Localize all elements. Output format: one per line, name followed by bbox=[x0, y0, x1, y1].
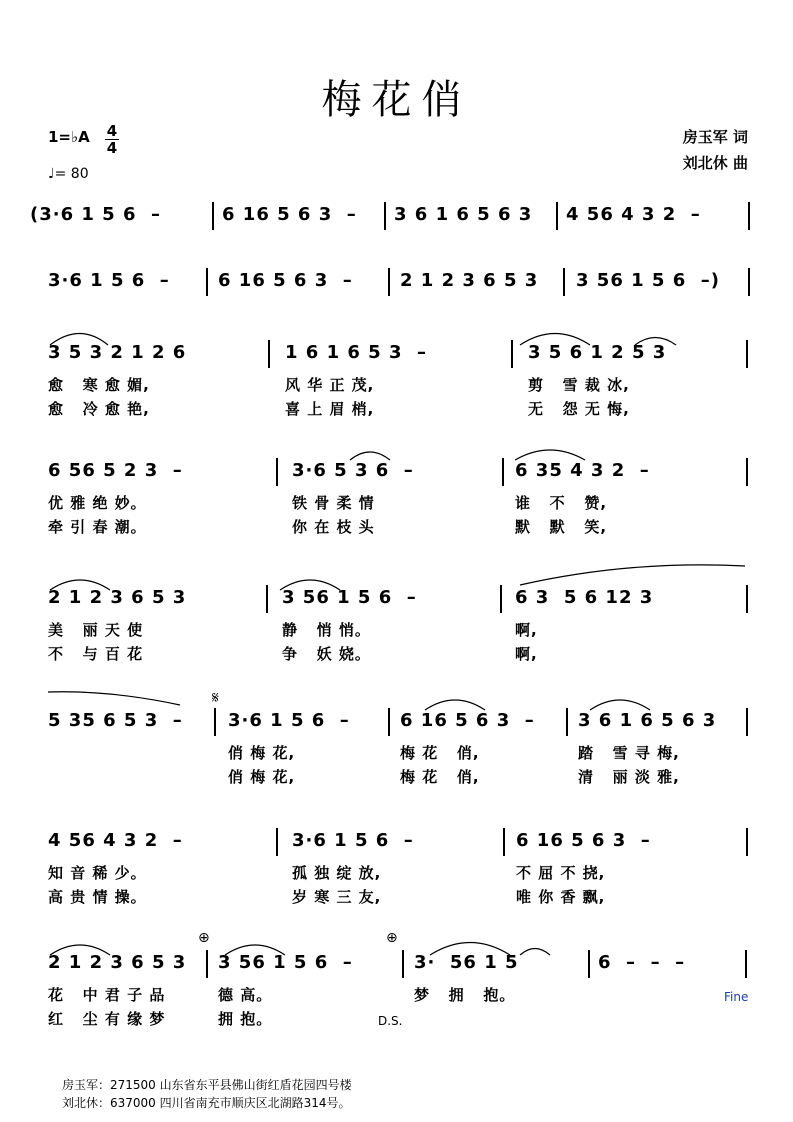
barline bbox=[214, 708, 216, 736]
measure-notes: 3·6 1 5 6 – bbox=[48, 270, 170, 291]
measure-notes: 4 56 4 3 2 – bbox=[566, 204, 701, 225]
barline bbox=[276, 828, 278, 856]
measure-notes: 3 56 1 5 6 – bbox=[282, 587, 417, 608]
barline bbox=[388, 268, 390, 296]
measure-notes: 6 16 5 6 3 – bbox=[516, 830, 651, 851]
barline bbox=[588, 950, 590, 978]
footer-address-lyricist: 房玉军：271500 山东省东平县佛山街红盾花园四号楼 bbox=[62, 1078, 352, 1092]
lyric-verse-2: 岁 寒 三 友, bbox=[292, 888, 382, 906]
time-signature bbox=[104, 124, 120, 155]
score-row bbox=[0, 340, 793, 418]
measure-notes: (3·6 1 5 6 – bbox=[30, 204, 162, 225]
barline bbox=[268, 340, 270, 368]
score-row bbox=[0, 585, 793, 663]
measure-notes: 3·6 1 5 6 – bbox=[228, 710, 350, 731]
lyric-verse-2: 红 尘 有 缘 梦 bbox=[48, 1010, 166, 1028]
measure-notes: 6 3 5 6 12 3 bbox=[515, 587, 654, 608]
barline bbox=[500, 585, 502, 613]
lyric-verse-2: 俏 梅 花, bbox=[228, 768, 296, 786]
lyric-verse-1: 优 雅 绝 妙。 bbox=[48, 494, 147, 512]
slur bbox=[520, 565, 745, 585]
barline bbox=[746, 585, 748, 613]
measure-notes: 3 6 1 6 5 6 3 bbox=[394, 204, 533, 225]
lyric-verse-1: 铁 骨 柔 情 bbox=[292, 494, 375, 512]
lyric-verse-1: 谁 不 赞, bbox=[515, 494, 608, 512]
measure-notes: 3 56 1 5 6 –) bbox=[576, 270, 720, 291]
lyric-verse-1: 愈 寒 愈 媚, bbox=[48, 376, 150, 394]
lyric-verse-1: 剪 雪 裁 冰, bbox=[528, 376, 630, 394]
lyric-verse-2: 你 在 枝 头 bbox=[292, 518, 375, 536]
score-row bbox=[0, 458, 793, 536]
key-signature: 1=♭A bbox=[48, 128, 90, 146]
lyric-verse-2: 啊, bbox=[515, 645, 538, 663]
tempo-marking: ♩= 80 bbox=[48, 166, 89, 182]
ds-mark: D.S. bbox=[378, 1014, 403, 1028]
lyric-verse-1: 梅 花 俏, bbox=[400, 744, 480, 762]
measure-notes: 6 56 5 2 3 – bbox=[48, 460, 183, 481]
lyric-verse-2: 牵 引 春 潮。 bbox=[48, 518, 147, 536]
lyric-verse-1: 啊, bbox=[515, 621, 538, 639]
lyric-verse-1: 德 高。 bbox=[218, 986, 273, 1004]
measure-notes: 6 16 5 6 3 – bbox=[222, 204, 357, 225]
lyric-verse-1: 美 丽 天 使 bbox=[48, 621, 144, 639]
lyric-verse-2: 梅 花 俏, bbox=[400, 768, 480, 786]
barline bbox=[266, 585, 268, 613]
lyric-verse-1: 梦 拥 抱。 bbox=[414, 986, 516, 1004]
composer-credit: 刘北休 曲 bbox=[682, 154, 748, 172]
lyric-verse-2: 高 贵 情 操。 bbox=[48, 888, 147, 906]
lyric-verse-1: 静 悄 悄。 bbox=[282, 621, 371, 639]
time-signature-bottom: 4 bbox=[106, 139, 118, 157]
lyric-verse-1: 花 中 君 子 品 bbox=[48, 986, 166, 1004]
barline bbox=[745, 950, 747, 978]
barline bbox=[502, 458, 504, 486]
lyric-verse-1: 知 音 稀 少。 bbox=[48, 864, 147, 882]
measure-notes: 3·6 5 3 6 – bbox=[292, 460, 414, 481]
barline bbox=[566, 708, 568, 736]
measure-notes: 4 56 4 3 2 – bbox=[48, 830, 183, 851]
measure-notes: 3· 56 1 5 bbox=[414, 952, 519, 973]
song-title: 梅花俏 bbox=[321, 77, 472, 123]
lyric-verse-2: 无 怨 无 悔, bbox=[528, 400, 630, 418]
barline bbox=[503, 828, 505, 856]
barline bbox=[511, 340, 513, 368]
lyric-verse-2: 争 妖 娆。 bbox=[282, 645, 371, 663]
measure-notes: 3 5 6 1 2 5 3 bbox=[528, 342, 667, 363]
lyric-verse-1: 俏 梅 花, bbox=[228, 744, 296, 762]
lyric-verse-1: 孤 独 绽 放, bbox=[292, 864, 382, 882]
lyric-verse-2: 唯 你 香 飘, bbox=[516, 888, 606, 906]
barline bbox=[276, 458, 278, 486]
measure-notes: 6 16 5 6 3 – bbox=[218, 270, 353, 291]
measure-notes: 3·6 1 5 6 – bbox=[292, 830, 414, 851]
segno-mark: 𝄋 bbox=[212, 688, 219, 707]
fine-mark: Fine bbox=[724, 990, 749, 1004]
measure-notes: 2 1 2 3 6 5 3 bbox=[400, 270, 539, 291]
coda-mark-1: ⊕ bbox=[198, 930, 210, 946]
score-row bbox=[0, 708, 793, 786]
measure-notes: 2 1 2 3 6 5 3 bbox=[48, 587, 187, 608]
barline bbox=[748, 268, 750, 296]
lyric-verse-2: 喜 上 眉 梢, bbox=[285, 400, 375, 418]
measure-notes: 6 – – – bbox=[598, 952, 686, 973]
barline bbox=[746, 340, 748, 368]
barline bbox=[206, 950, 208, 978]
time-signature-top: 4 bbox=[106, 122, 118, 140]
lyric-verse-2: 拥 抱。 bbox=[218, 1010, 273, 1028]
barline bbox=[748, 202, 750, 230]
measure-notes: 5 35 6 5 3 – bbox=[48, 710, 183, 731]
measure-notes: 1 6 1 6 5 3 – bbox=[285, 342, 428, 363]
lyric-verse-1: 踏 雪 寻 梅, bbox=[578, 744, 680, 762]
barline bbox=[388, 708, 390, 736]
barline bbox=[563, 268, 565, 296]
lyric-verse-1: 风 华 正 茂, bbox=[285, 376, 375, 394]
coda-mark-2: ⊕ bbox=[386, 930, 398, 946]
lyric-verse-2: 愈 冷 愈 艳, bbox=[48, 400, 150, 418]
lyricist-credit: 房玉军 词 bbox=[682, 128, 748, 146]
barline bbox=[746, 828, 748, 856]
barline bbox=[556, 202, 558, 230]
measure-notes: 3 6 1 6 5 6 3 bbox=[578, 710, 717, 731]
lyric-verse-1: 不 屈 不 挠, bbox=[516, 864, 606, 882]
measure-notes: 3 5 3 2 1 2 6 bbox=[48, 342, 187, 363]
slur bbox=[48, 692, 180, 705]
lyric-verse-2: 清 丽 淡 雅, bbox=[578, 768, 680, 786]
score-row bbox=[0, 828, 793, 906]
barline bbox=[206, 268, 208, 296]
barline bbox=[212, 202, 214, 230]
score-row bbox=[0, 202, 793, 272]
lyric-verse-2: 不 与 百 花 bbox=[48, 645, 144, 663]
measure-notes: 3 56 1 5 6 – bbox=[218, 952, 353, 973]
score-row bbox=[0, 268, 793, 338]
barline bbox=[746, 708, 748, 736]
measure-notes: 6 16 5 6 3 – bbox=[400, 710, 535, 731]
barline bbox=[746, 458, 748, 486]
barline bbox=[384, 202, 386, 230]
measure-notes: 6 35 4 3 2 – bbox=[515, 460, 650, 481]
lyric-verse-2: 默 默 笑, bbox=[515, 518, 608, 536]
barline bbox=[402, 950, 404, 978]
measure-notes: 2 1 2 3 6 5 3 bbox=[48, 952, 187, 973]
footer-address-composer: 刘北休：637000 四川省南充市顺庆区北湖路314号。 bbox=[62, 1096, 351, 1110]
